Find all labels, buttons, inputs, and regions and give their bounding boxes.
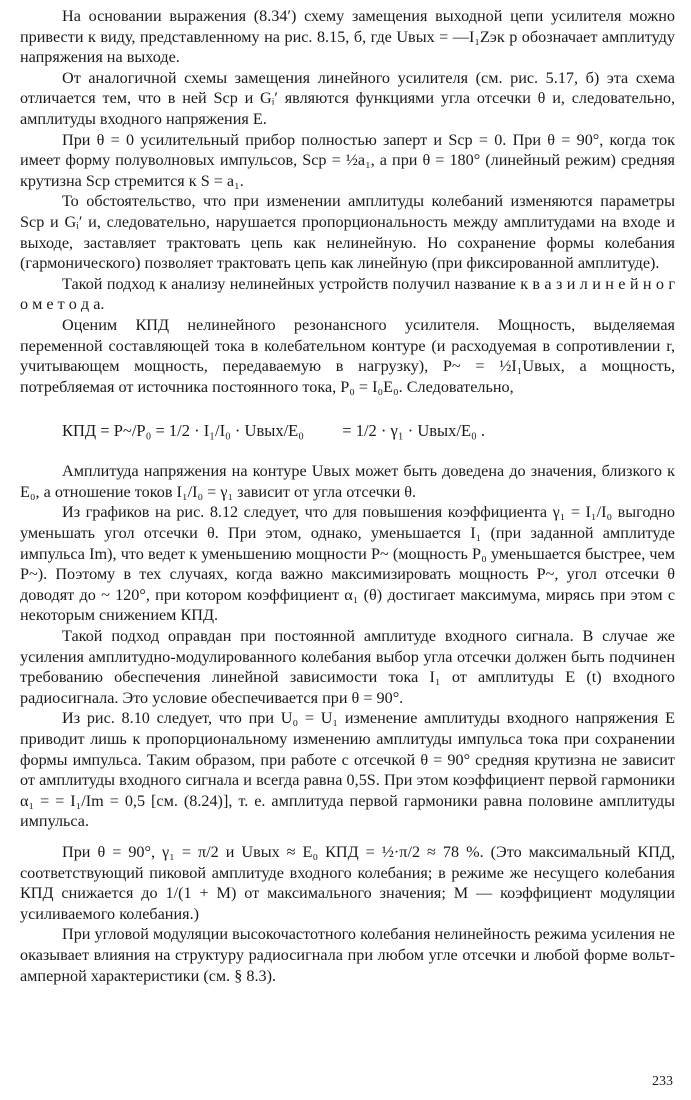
paragraph-8: Из графиков на рис. 8.12 следует, что для повышения коэффициента γ₁ = I₁/I₀ выгодно уменьшать угол отсечки θ. При этом, однако, уменьшается I₁ (при заданной амплитуде импульса Im), что ведет к уменьшению мощности P~ (мощность P₀ уменьшается быстрее, чем P~). Поэтому в тех случаях, когда важно максимизировать мощность P~, угол отсечки θ доводят до ~ 120°, при котором коэффициент α₁ (θ) достигает максимума, мирясь при этом с некоторым снижением КПД. [20,503,675,625]
paragraph-12: При угловой модуляции высокочастотного колебания нелинейность режима усиления не оказывает влияния на структуру радиосигнала при любом угле отсечки и любой форме вольт-амперной характеристики (см. § 8.3). [20,925,675,985]
page-number: 233 [652,1074,673,1089]
paragraph-4: То обстоятельство, что при изменении амплитуды колебаний изменяются параметры Sср и Gᵢ′ и, следовательно, нарушается пропорциональность между амплитудами на входе и выходе, заставляет трактовать цепь как нелинейную. Но сохранение формы колебания (гармонического) позволяет трактовать цепь как линейную (при фиксированной амплитуде). [20,192,675,273]
paragraph-1: На основании выражения (8.34′) схему замещения выходной цепи усилителя можно привести к виду, представленному на рис. 8.15, б, где Uвых = —I₁Zэк р обозначает амплитуду напряжения на выходе. [20,7,675,67]
paragraph-2: От аналогичной схемы замещения линейного усилителя (см. рис. 5.17, б) эта схема отличается тем, что в ней Sср и Gᵢ′ являются функциями угла отсечки θ и, следовательно, амплитуды входного напряжения E. [20,68,675,128]
paragraph-11: При θ = 90°, γ₁ = π/2 и Uвых ≈ E₀ КПД = ½·π/2 ≈ 78 %. (Это максимальный КПД, соответствующий пиковой амплитуде входного колебания; в режиме же несущего колебания КПД снижается до 1/(1 + M) от максимального значения; M — коэффициент модуляции усиливаемого колебания.) [20,842,675,923]
formula-part-2: = 1/2 · γ₁ · Uвых/E₀ . [342,421,486,441]
paragraph-5: Такой подход к анализу нелинейных устройств получил название к в а з и л и н е й н о г о м е т о д а. [20,274,675,314]
paragraph-7: Амплитуда напряжения на контуре Uвых может быть доведена до значения, близкого к E₀, а отношение токов I₁/I₀ = γ₁ зависит от угла отсечки θ. [20,462,675,501]
efficiency-formula [62,421,675,441]
formula-part-1: КПД = P~/P₀ = 1/2 · I₁/I₀ · Uвых/E₀ [62,421,305,441]
text-column [20,6,675,986]
paragraph-9: Такой подход оправдан при постоянной амплитуде входного сигнала. В случае же усиления амплитудно-модулированного колебания выбор угла отсечки должен быть подчинен требованию обеспечения линейной зависимости тока I₁ от амплитуды E (t) входного радиосигнала. Это условие обеспечивается при θ = 90°. [20,627,675,707]
paragraph-6: Оценим КПД нелинейного резонансного усилителя. Мощность, выделяемая переменной составляющей тока в колебательном контуре (и расходуемая в сопротивлении r, учитывающем мощность, передаваемую в нагрузку), P~ = ½I₁Uвых, а мощность, потребляемая от источника постоянного тока, P₀ = I₀E₀. Следовательно, [20,315,675,396]
paragraph-10: Из рис. 8.10 следует, что при U₀ = U₁ изменение амплитуды входного напряжения E приводит лишь к пропорциональному изменению амплитуды импульса тока при сохранении формы импульса. Таким образом, при работе с отсечкой θ = 90° средняя крутизна не зависит от амплитуды входного сигнала и всегда равна 0,5S. При этом коэффициент первой гармоники α₁ = = I₁/Im = 0,5 [см. (8.24)], т. е. амплитуда первой гармоники равна половине амплитуды импульса. [20,709,675,831]
paragraph-3: При θ = 0 усилительный прибор полностью заперт и Sср = 0. При θ = 90°, когда ток имеет форму полуволновых импульсов, Sср = ½a₁, а при θ = 180° (линейный режим) средняя крутизна Sср стремится к S = a₁. [20,130,675,190]
